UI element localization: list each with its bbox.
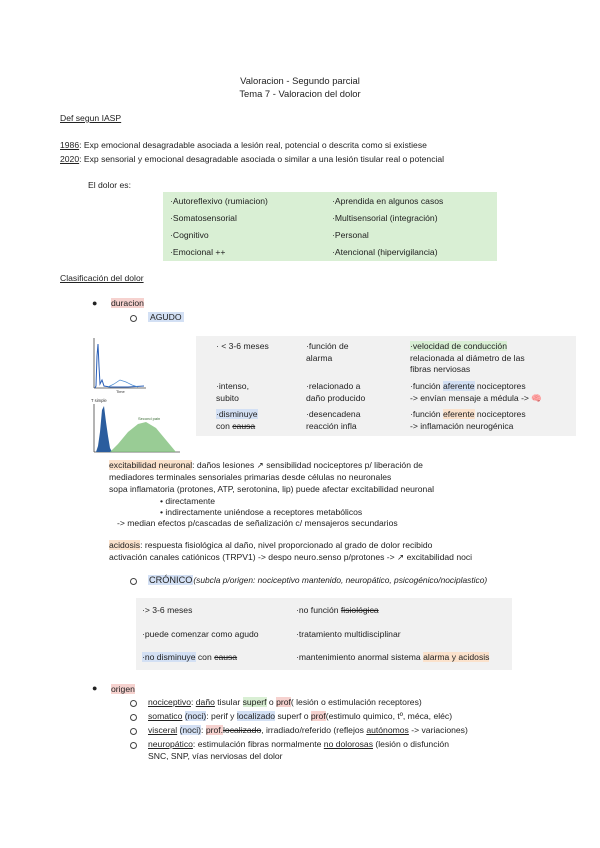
acidosis-line: activación canales catiónicos (TRPV1) -> despo neuro.senso p/protones -> ↗ excitabilidad noci [109,552,473,562]
agudo-line: reacción infla [306,420,357,431]
agudo-cell [410,381,542,404]
agudo-cell [216,381,249,404]
excitabilidad-text: : daños lesiones ↗ sensibilidad nociceptores p/ liberación de [192,460,423,470]
graph-second-label: Second pain [138,416,161,421]
origen-text: superf o [275,711,311,721]
agudo-strike: causa [232,420,256,431]
circle-bullet-icon [130,315,137,322]
origen-highlight: prof [276,697,291,707]
origen-text: ( lesión o estimulación receptores) [290,697,422,707]
brain-icon: 🧠 [531,392,543,403]
agudo-line: -> envían mensaje a médula -> [410,392,529,403]
cronico-cell [296,605,379,615]
cronico-cell [296,652,489,662]
circle-bullet-icon [130,728,137,735]
origen-neuropatico [148,739,449,749]
agudo-line: ·intenso, [216,381,249,391]
origen-neuropatico-line2: SNC, SNP, vías nerviosas del dolor [148,751,283,761]
origen-text: (estimulo quimico, tº, méca, eléc) [325,711,453,721]
agudo-line: ·función [410,409,443,419]
definition-year: 1986 [60,140,80,150]
origen-text: , irradiado/referido (reflejos [261,725,367,735]
cronico-strike: causa [214,652,238,662]
pain-graph [88,336,188,454]
agudo-line: ·función de [306,341,349,351]
graph-axis-label: Time [116,389,125,394]
agudo-highlight: aferente [442,381,475,391]
cronico-line [148,575,487,585]
cronico-text: ·mantenimiento anormal sistema [296,652,424,662]
bullet-icon: ● [92,683,98,693]
definition-text: : Exp emocional desagradable asociada a lesión real, potencial o descrita como si existiese [79,140,427,150]
dolor-es-item: ·Multisensorial (integración) [332,213,438,223]
circle-bullet-icon [130,714,137,721]
dolor-es-item: ·Autoreflexivo (rumiacion) [170,196,268,206]
dolor-es-item: ·Personal [332,230,369,240]
cronico-cell: ·tratamiento multidisciplinar [296,629,401,639]
dolor-es-item: ·Cognitivo [170,230,209,240]
definition-year: 2020 [60,154,80,164]
agudo-text: AGUDO [150,312,182,322]
agudo-line: subito [216,392,239,403]
agudo-cell [410,341,525,376]
acidosis-line [109,540,432,550]
agudo-cell: · < 3-6 meses [216,341,269,351]
circle-bullet-icon [130,700,137,707]
graph-legend: T simple [91,398,107,403]
def-heading: Def segun IASP [60,113,122,123]
origen-strike: localizado [223,725,262,735]
origen-text: o [266,697,277,707]
agudo-line: fibras nerviosas [410,364,471,374]
duracion-label [111,298,144,308]
origen-text: : estimulación fibras normalmente [192,739,324,749]
excitabilidad-line: • directamente [160,496,216,506]
page-title: Valoracion - Segundo parcial [240,75,360,86]
origen-text: nociceptivo [148,697,191,707]
origen-somatico [148,711,452,721]
agudo-line: ·relacionado a [306,381,361,391]
definition-text: : Exp sensorial y emocional desagradable asociada o similar a una lesión tisular real o potencial [79,154,445,164]
origen-visceral [148,725,468,735]
agudo-cell [306,341,349,364]
agudo-label [148,312,184,322]
agudo-line: daño producido [306,392,366,403]
definition-2020 [60,154,444,164]
agudo-line: nociceptores [474,381,526,391]
cronico-highlight: ·no disminuye [142,652,196,662]
bullet-icon: ● [92,298,98,308]
origen-text: somatico [148,711,183,721]
cronico-cell: ·> 3-6 meses [142,605,193,615]
agudo-cell [410,409,526,432]
agudo-cell [306,409,360,432]
origen-text: neuropático [148,739,193,749]
circle-bullet-icon [130,578,137,585]
dolor-es-item: ·Atencional (hipervigilancia) [332,247,438,257]
excitabilidad-line: mediadores terminales sensoriales primarias desde células no neuronales [109,472,392,482]
dolor-es-label: El dolor es: [88,180,131,190]
origen-text: -> variaciones) [408,725,468,735]
origen-highlight: (noci) [179,725,202,735]
origen-text: origen [111,684,135,694]
origen-highlight: localizado [236,711,276,721]
excitabilidad-line: sopa inflamatoria (protones, ATP, serotonina, lip) puede afectar excitabilidad neuronal [109,484,435,494]
dolor-es-item: ·Aprendida en algunos casos [332,196,444,206]
agudo-highlight: eferente [442,409,475,419]
origen-highlight: superf [242,697,267,707]
agudo-line: ·velocidad de conducción [410,341,507,351]
origen-text: no dolorosas [323,739,374,749]
origen-text: : perif y [206,711,237,721]
dolor-es-item: ·Emocional ++ [170,247,226,257]
origen-nociceptivo [148,697,422,707]
origen-highlight: (noci) [184,711,207,721]
agudo-line: ·desencadena [306,409,361,419]
page-subtitle: Tema 7 - Valoracion del dolor [239,88,361,99]
agudo-line: relacionada al diámetro de las [410,352,525,363]
cronico-text: ·no función [296,605,341,615]
agudo-line: con [216,420,233,431]
agudo-line: -> inflamación neurogénica [410,420,514,431]
excitabilidad-line: -> median efectos p/cascadas de señalización c/ mensajeros secundarios [117,518,398,528]
cronico-sub: (subcla p/origen: nociceptivo mantenido, neuropático, psicogénico/nociplastico) [193,575,488,585]
origen-text: : [201,725,206,735]
origen-text: tisular [214,697,243,707]
origen-text: visceral [148,725,178,735]
excitabilidad-line: • indirectamente uniéndose a receptores metabólicos [160,507,363,517]
excitabilidad-line [109,460,423,471]
agudo-cell [216,409,258,432]
agudo-line: alarma [306,352,333,363]
origen-text: (lesión o disfunción [373,739,449,749]
agudo-highlight: ·disminuye [216,409,258,419]
cronico-highlight: alarma y acidosis [423,652,490,662]
cronico-cell [142,652,237,662]
acidosis-highlight: acidosis [109,540,141,550]
agudo-line: ·función [410,381,443,391]
cronico-strike: fisiológica [340,605,379,615]
duracion-text: duracion [111,298,144,308]
clasif-heading: Clasificación del dolor [60,273,144,283]
origen-text: : [191,697,196,707]
definition-1986 [60,140,427,150]
acidosis-text: : respuesta fisiológica al daño, nivel proporcionado al grado de dolor recibido [140,540,433,550]
cronico-text: con [195,652,215,662]
cronico-cell: ·puede comenzar como agudo [142,629,259,639]
dolor-es-item: ·Somatosensorial [170,213,237,223]
agudo-cell [306,381,365,404]
origen-highlight: prof. [205,725,224,735]
origen-label [111,684,135,694]
origen-text: autónomos [366,725,409,735]
cronico-label: CRÓNICO [149,575,193,585]
origen-text: daño [195,697,215,707]
origen-highlight: prof [310,711,326,721]
excitabilidad-highlight: excitabilidad neuronal [109,460,193,470]
circle-bullet-icon [130,742,137,749]
agudo-line: nociceptores [474,409,526,419]
